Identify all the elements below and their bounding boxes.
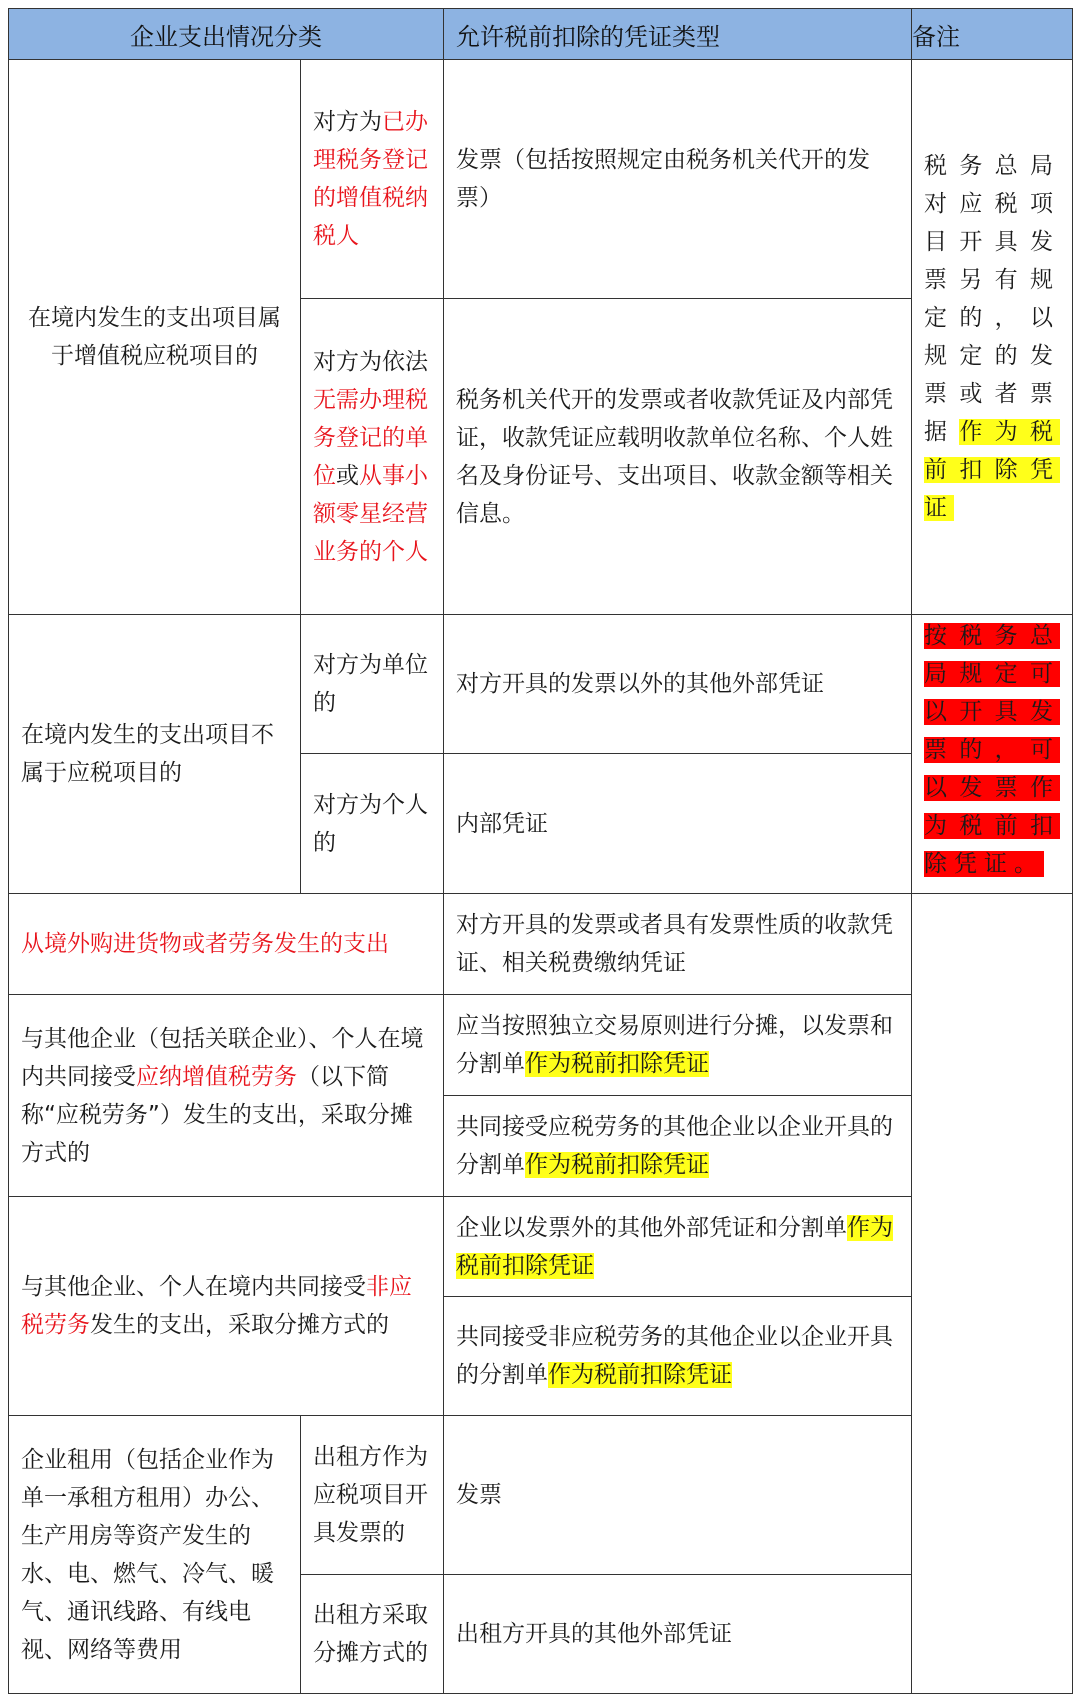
counterparty-text: 出租方采取分摊方式的 (313, 1602, 428, 1666)
evidence-text: 应当按照独立交易原则进行分摊，以发票和分割单 (456, 1013, 893, 1077)
counterparty-text: 对方为依法 (313, 348, 428, 375)
evidence-text: 发票 (456, 1482, 502, 1508)
evidence-text: 税务机关代开的发票或者收款凭证及内部凭证，收款凭证应载明收款单位名称、个人姓名及身份证号、支出项目、收款金额等相关信息。 (456, 386, 893, 527)
category-cell (9, 1416, 301, 1694)
evidence-cell (444, 995, 912, 1096)
remark-cell (912, 615, 1073, 894)
remark-highlight: 作为税前扣除凭证 (924, 419, 1061, 521)
remark-cell-empty (912, 894, 1073, 1694)
category-red-text: 应纳增值税劳务 (136, 1063, 297, 1090)
deduction-voucher-table (8, 8, 1073, 1694)
counterparty-cell (301, 1416, 444, 1575)
counterparty-cell (301, 754, 444, 894)
category-text: 在境内发生的支出项目不属于应税项目的 (21, 722, 274, 786)
evidence-cell (444, 299, 912, 615)
category-text: 在境内发生的支出项目属于增值税应税项目的 (28, 305, 281, 369)
category-cell (9, 615, 301, 894)
category-text: 企业租用（包括企业作为单一承租方租用）办公、生产用房等资产发生的水、电、燃气、冷气、暖气、通讯线路、有线电视、网络等费用 (21, 1446, 274, 1663)
evidence-cell (444, 894, 912, 995)
evidence-text: 发票（包括按照规定由税务机关代开的发票） (456, 147, 870, 211)
remark-text: 税务总局对应税项目开具发票另有规定的，以规定的发票或者票据 (924, 153, 1060, 445)
evidence-highlight: 作为税前扣除凭证 (525, 1152, 709, 1178)
counterparty-cell (301, 60, 444, 299)
counterparty-red-text: 无需办理税务登记的单位 (313, 386, 428, 489)
evidence-highlight: 作为税前扣除凭证 (456, 1214, 893, 1279)
category-text: 与其他企业（包括关联企业）、个人在境内共同接受 (21, 1025, 424, 1090)
category-red-text: 从境外购进货物或者劳务发生的支出 (21, 931, 389, 957)
counterparty-cell (301, 299, 444, 615)
evidence-cell (444, 1416, 912, 1575)
category-cell (9, 894, 444, 995)
evidence-text: 内部凭证 (456, 810, 548, 837)
evidence-text: 共同接受非应税劳务的其他企业以企业开具的分割单 (456, 1324, 893, 1388)
counterparty-text: 或 (336, 462, 359, 489)
remark-red-highlight: 按税务总局规定可以开具发票的，可以发票作为税前扣除凭证。 (924, 623, 1060, 877)
counterparty-red-text: 已办理税务登记的增值税纳税人 (313, 109, 428, 249)
category-text: （以下简称“应税劳务”）发生的支出，采取分摊方式的 (21, 1063, 413, 1166)
header-voucher-type: 允许税前扣除的凭证类型 (444, 9, 912, 60)
evidence-cell (444, 1096, 912, 1197)
table-row (9, 894, 1073, 995)
evidence-text: 出租方开具的其他外部凭证 (456, 1621, 732, 1647)
evidence-cell (444, 60, 912, 299)
category-text: 发生的支出，采取分摊方式的 (90, 1312, 389, 1338)
header-expense-category: 企业支出情况分类 (9, 9, 444, 60)
evidence-cell (444, 615, 912, 754)
evidence-highlight: 作为税前扣除凭证 (525, 1051, 709, 1077)
counterparty-red-text: 从事小额零星经营业务的个人 (313, 462, 428, 565)
counterparty-cell (301, 1575, 444, 1694)
evidence-cell (444, 1197, 912, 1297)
table-row (9, 615, 1073, 754)
category-cell (9, 60, 301, 615)
counterparty-cell (301, 615, 444, 754)
evidence-cell (444, 1575, 912, 1694)
evidence-text: 对方开具的发票以外的其他外部凭证 (456, 671, 824, 697)
header-remark: 备注 (912, 9, 1073, 60)
evidence-highlight: 作为税前扣除凭证 (548, 1362, 732, 1388)
category-cell (9, 1197, 444, 1416)
evidence-text: 对方开具的发票或者具有发票性质的收款凭证、相关税费缴纳凭证 (456, 912, 893, 976)
counterparty-text: 对方为个人的 (313, 791, 428, 856)
category-red-text: 非应税劳务 (21, 1274, 412, 1338)
category-text: 与其他企业、个人在境内共同接受 (21, 1274, 366, 1300)
evidence-cell (444, 1297, 912, 1416)
table-row (9, 60, 1073, 299)
category-cell (9, 995, 444, 1197)
table-header-row (9, 9, 1073, 60)
remark-cell (912, 60, 1073, 615)
evidence-text: 企业以发票外的其他外部凭证和分割单 (456, 1214, 847, 1241)
counterparty-text: 对方为单位的 (313, 652, 428, 716)
evidence-text: 共同接受应税劳务的其他企业以企业开具的分割单 (456, 1114, 893, 1178)
evidence-cell (444, 754, 912, 894)
counterparty-text: 出租方作为应税项目开具发票的 (313, 1444, 428, 1546)
counterparty-text: 对方为 (313, 109, 382, 135)
